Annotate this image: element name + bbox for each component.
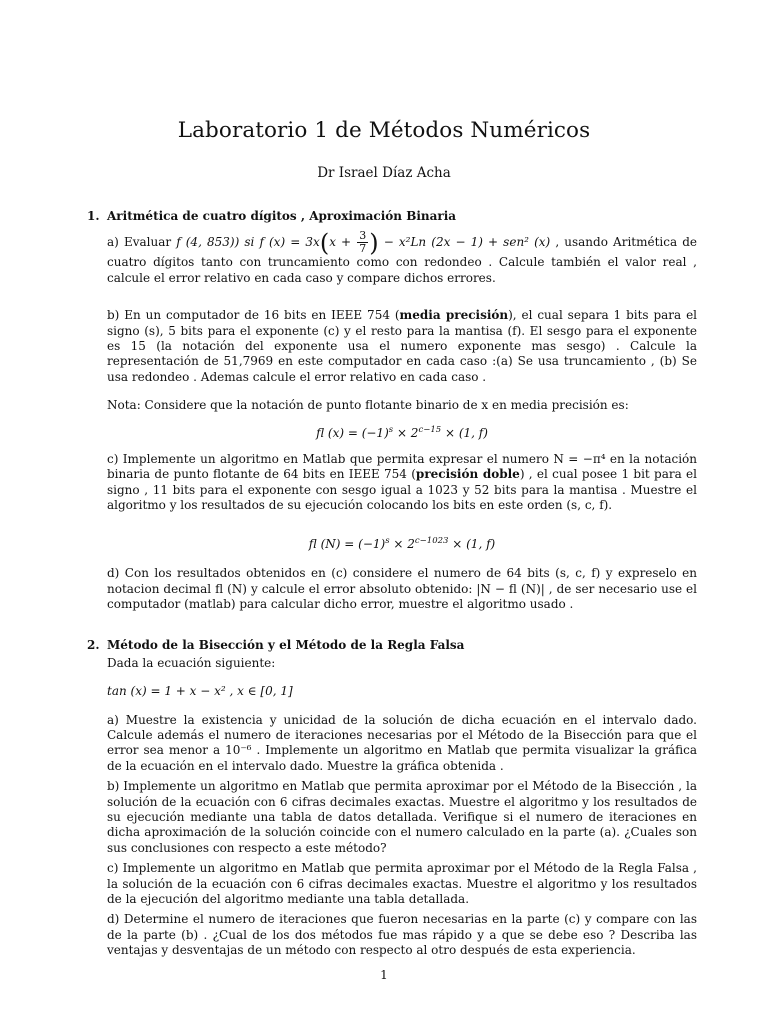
- section-2-item-a: a) Muestre la existencia y unicidad de la solución de dicha ecuación en el intervalo dado. Calcule además el numero de iteraciones necesarias por el Método de la Bisección para que el error sea menor a 10⁻⁶ . Implemente un algoritmo en Matlab que permita visualizar la gráfica de la ecuación en el intervalo dado. Muestre la gráfica obtenida .: [107, 712, 697, 773]
- formula-2-right: × (1, f): [448, 536, 496, 551]
- item-b-post: ), el cual separa 1 bits para el signo (s), 5 bits para el exponente (c) y el resto para la mantisa (f). El sesgo para el exponente es 15 (la notación del exponente usa el numero exponente mas sesgo) . Calcule la representación de 51,7969 en este computador en cada caso :(a) Se usa truncamiento , (b) Se usa redondeo . Ademas calcule el error relativo en cada caso .: [107, 308, 698, 384]
- open-paren: (: [319, 229, 330, 258]
- item-c-post: ) , el cual posee 1 bit para el signo , 11 bits para el exponente con sesgo igual a 1023 y 52 bits para la mantisa . Muestre el algoritmo y los resultados de su ejecución colocando los bits en este orden (s, c, f).: [107, 467, 697, 513]
- item-a-function: f (4, 853)) si f (x) = 3x: [176, 235, 320, 250]
- section-2-item-d: d) Determine el numero de iteraciones que fueron necesarias en la parte (c) y compare con las de la parte (b) . ¿Cual de los dos métodos fue mas rápido y a que se debe eso ? Describa las ventajas y desventajas de un método con respecto al otro después de esta experiencia.: [107, 912, 697, 958]
- item-a-end: , usando Aritmética de cuatro dígitos tanto con truncamiento como con redondeo . Calcule también el valor real , calcule el error relativo en cada caso y compare dichos errores.: [107, 235, 698, 285]
- formula-1-exp: c−15: [418, 424, 442, 435]
- item-b-pre: b) En un computador de 16 bits en IEEE 754 (: [107, 308, 400, 323]
- section-2-item-b: b) Implemente un algoritmo en Matlab que permita aproximar por el Método de la Bisección , la solución de la ecuación con 6 cifras decimales exactas. Muestre el algoritmo y los resultados de su ejecución mediante una tabla de datos detallada. Verifique si el numero de iteraciones en dicha aproximación de la solución coincide con el numero calculado en la parte (a). ¿Cuales son sus conclusiones con respecto a este método?: [107, 779, 697, 855]
- fraction-numerator: 3: [359, 229, 367, 243]
- section-1: [87, 209, 698, 612]
- fraction: [357, 230, 368, 255]
- formula-1-s: s: [388, 424, 394, 435]
- section-1-title: Aritmética de cuatro dígitos , Aproximación Binaria: [107, 209, 457, 223]
- section-1-item-c: [107, 452, 697, 514]
- section-2-intro: Dada la ecuación siguiente:: [107, 655, 276, 670]
- section-2: [87, 638, 697, 958]
- close-paren: ): [369, 229, 379, 258]
- formula-2-exp: c−1023: [414, 535, 449, 546]
- item-a-x-plus: x +: [329, 235, 357, 250]
- document-title: Laboratorio 1 de Métodos Numéricos: [177, 118, 591, 143]
- item-a-function-rest: − x²Ln (2x − 1) + sen² (x): [383, 235, 551, 250]
- author-name: Dr Israel Díaz Acha: [317, 165, 451, 181]
- section-1-note: Nota: Considere que la notación de punto flotante binario de x en media precisión es:: [107, 398, 629, 413]
- section-2-equation: tan (x) = 1 + x − x² , x ∈ [0, 1]: [107, 684, 293, 699]
- formula-2-left: fl (N) = (−1): [308, 536, 386, 551]
- section-1-number: 1.: [87, 209, 100, 223]
- formula-fl-x: [107, 423, 697, 441]
- item-c-bold: precisión doble: [415, 467, 520, 482]
- fraction-denominator: 7: [359, 242, 367, 256]
- formula-1-right: × (1, f): [441, 425, 488, 440]
- formula-1-left: fl (x) = (−1): [316, 425, 389, 440]
- section-1-item-a: [107, 230, 697, 286]
- formula-fl-n: [107, 534, 697, 552]
- formula-1-mid: × 2: [393, 425, 419, 440]
- section-2-number: 2.: [87, 638, 100, 653]
- section-2-item-c: c) Implemente un algoritmo en Matlab que permita aproximar por el Método de la Regla Falsa , la solución de la ecuación con 6 cifras decimales exactas. Muestre el algoritmo y los resultados de la ejecución del algoritmo mediante una tabla detallada.: [107, 861, 697, 906]
- item-a-start: a) Evaluar: [107, 235, 177, 250]
- document-body: [87, 209, 698, 959]
- item-c-pre: c) Implemente un algoritmo en Matlab que permita expresar el numero N = −π⁴ en la notación binaria de punto flotante de 64 bits en IEEE 754 (: [107, 452, 697, 482]
- item-b-bold: media precisión: [399, 308, 509, 323]
- page-number: 1: [380, 968, 388, 982]
- section-2-title: Método de la Bisección y el Método de la Regla Falsa: [107, 638, 465, 653]
- section-1-item-d: d) Con los resultados obtenidos en (c) considere el numero de 64 bits (s, c, f) y expreselo en notacion decimal fl (N) y calcule el error absoluto obtenido: |N − fl (N)| , de ser necesario use el computador (matlab) para calcular dicho error, muestre el algoritmo usado .: [107, 566, 697, 611]
- section-1-item-b: [107, 308, 697, 385]
- formula-2-s: s: [385, 535, 390, 546]
- formula-2-mid: × 2: [389, 536, 415, 551]
